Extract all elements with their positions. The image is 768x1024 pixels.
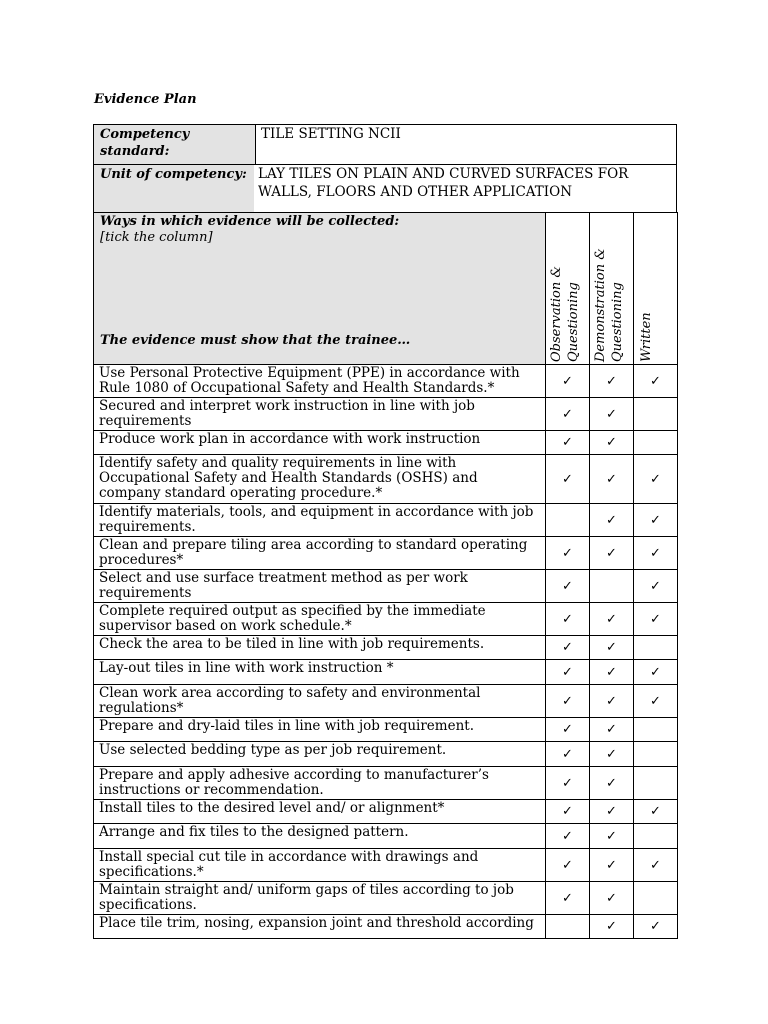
- criterion-text: Maintain straight and/ uniform gaps of tiles according to job specifications.: [94, 882, 546, 915]
- criterion-row: [94, 455, 678, 504]
- evidence-header-title: Ways in which evidence will be collected:: [100, 214, 400, 229]
- checkmark-cell-demonstration: [590, 660, 634, 685]
- checkmark-cell-written: [634, 824, 678, 849]
- checkmark-cell-written: [634, 398, 678, 431]
- checkmark-cell-demonstration: [590, 504, 634, 537]
- criterion-text: Select and use surface treatment method as per work requirements: [94, 570, 546, 603]
- unit-of-competency-label: Unit of competency:: [94, 165, 254, 212]
- checkmark-icon: ✓: [606, 722, 617, 737]
- checkmark-icon: ✓: [562, 578, 573, 594]
- checkmark-icon: ✓: [606, 919, 617, 934]
- checkmark-icon: ✓: [562, 406, 573, 422]
- checkmark-icon: ✓: [562, 775, 573, 791]
- checkmark-cell-written: [634, 882, 678, 915]
- checkmark-icon: ✓: [606, 693, 617, 709]
- checkmark-cell-observation: [546, 603, 590, 636]
- checkmark-cell-demonstration: [590, 824, 634, 849]
- competency-standard-label: Competency standard:: [94, 125, 256, 164]
- criterion-row: [94, 537, 678, 570]
- checkmark-cell-demonstration: [590, 685, 634, 718]
- evidence-header-cell: [94, 213, 546, 365]
- checkmark-cell-demonstration: [590, 636, 634, 660]
- criterion-text: Clean work area according to safety and environmental regulations*: [94, 685, 546, 718]
- checkmark-icon: ✓: [650, 919, 661, 934]
- checkmark-cell-observation: [546, 504, 590, 537]
- checkmark-cell-written: [634, 603, 678, 636]
- criterion-text: Place tile trim, nosing, expansion joint and threshold according: [94, 915, 546, 939]
- evidence-plan-table: [93, 212, 678, 939]
- method-label-written: Written: [639, 312, 654, 362]
- checkmark-cell-observation: [546, 537, 590, 570]
- criterion-text: Secured and interpret work instruction in line with job requirements: [94, 398, 546, 431]
- checkmark-cell-observation: [546, 685, 590, 718]
- checkmark-icon: ✓: [562, 890, 573, 906]
- checkmark-cell-written: [634, 537, 678, 570]
- checkmark-cell-observation: [546, 882, 590, 915]
- checkmark-cell-observation: [546, 398, 590, 431]
- checkmark-icon: ✓: [606, 804, 617, 819]
- criterion-row: [94, 636, 678, 660]
- checkmark-icon: ✓: [606, 471, 617, 487]
- checkmark-cell-observation: [546, 365, 590, 398]
- checkmark-cell-observation: [546, 824, 590, 849]
- criterion-row: [94, 800, 678, 824]
- criterion-text: Identify safety and quality requirements in line with Occupational Safety and Health Standards (OSHS) and company standard operating procedure.*: [94, 455, 546, 504]
- checkmark-icon: ✓: [562, 435, 573, 450]
- checkmark-icon: ✓: [606, 406, 617, 422]
- checkmark-cell-demonstration: [590, 603, 634, 636]
- checkmark-cell-observation: [546, 800, 590, 824]
- checkmark-cell-written: [634, 800, 678, 824]
- method-label-observation: Observation & Questioning: [549, 266, 581, 362]
- checkmark-icon: ✓: [606, 435, 617, 450]
- checkmark-icon: ✓: [562, 693, 573, 709]
- criterion-row: [94, 882, 678, 915]
- checkmark-icon: ✓: [562, 664, 573, 680]
- criterion-row: [94, 767, 678, 800]
- checkmark-cell-demonstration: [590, 767, 634, 800]
- checkmark-icon: ✓: [650, 804, 661, 819]
- checkmark-icon: ✓: [606, 775, 617, 791]
- checkmark-cell-written: [634, 455, 678, 504]
- checkmark-cell-written: [634, 915, 678, 939]
- checkmark-cell-demonstration: [590, 718, 634, 742]
- checkmark-icon: ✓: [650, 611, 661, 627]
- criterion-row: [94, 431, 678, 455]
- checkmark-cell-observation: [546, 455, 590, 504]
- checkmark-cell-demonstration: [590, 915, 634, 939]
- criterion-text: Produce work plan in accordance with work instruction: [94, 431, 546, 455]
- checkmark-icon: ✓: [562, 545, 573, 561]
- checkmark-icon: ✓: [562, 857, 573, 873]
- checkmark-cell-observation: [546, 915, 590, 939]
- checkmark-icon: ✓: [606, 545, 617, 561]
- checkmark-icon: ✓: [562, 746, 573, 762]
- criterion-row: [94, 742, 678, 767]
- checkmark-cell-demonstration: [590, 431, 634, 455]
- checkmark-icon: ✓: [562, 471, 573, 487]
- checkmark-cell-written: [634, 365, 678, 398]
- checkmark-cell-written: [634, 767, 678, 800]
- checkmark-cell-observation: [546, 660, 590, 685]
- unit-of-competency-row: [93, 164, 677, 213]
- checkmark-cell-observation: [546, 718, 590, 742]
- checkmark-cell-written: [634, 849, 678, 882]
- criterion-text: Use selected bedding type as per job requirement.: [94, 742, 546, 767]
- criterion-text: Prepare and dry-laid tiles in line with job requirement.: [94, 718, 546, 742]
- criterion-row: [94, 685, 678, 718]
- checkmark-cell-observation: [546, 570, 590, 603]
- checkmark-icon: ✓: [562, 722, 573, 737]
- method-header-written: [634, 213, 678, 365]
- checkmark-cell-written: [634, 431, 678, 455]
- checkmark-cell-written: [634, 636, 678, 660]
- criterion-row: [94, 365, 678, 398]
- checkmark-icon: ✓: [606, 746, 617, 762]
- checkmark-cell-written: [634, 570, 678, 603]
- checkmark-cell-demonstration: [590, 398, 634, 431]
- criterion-text: Identify materials, tools, and equipment in accordance with job requirements.: [94, 504, 546, 537]
- checkmark-cell-observation: [546, 431, 590, 455]
- criterion-row: [94, 603, 678, 636]
- checkmark-cell-written: [634, 742, 678, 767]
- checkmark-icon: ✓: [650, 578, 661, 594]
- checkmark-icon: ✓: [650, 471, 661, 487]
- checkmark-cell-demonstration: [590, 882, 634, 915]
- competency-standard-row: [93, 124, 677, 165]
- criterion-row: [94, 915, 678, 939]
- checkmark-icon: ✓: [650, 512, 661, 528]
- checkmark-icon: ✓: [650, 664, 661, 680]
- checkmark-cell-written: [634, 504, 678, 537]
- checkmark-icon: ✓: [606, 373, 617, 389]
- unit-of-competency-value: LAY TILES ON PLAIN AND CURVED SURFACES FOR WALLS, FLOORS AND OTHER APPLICATION: [258, 166, 629, 200]
- criterion-row: [94, 398, 678, 431]
- criterion-text: Complete required output as specified by the immediate supervisor based on work schedule.*: [94, 603, 546, 636]
- criterion-text: Use Personal Protective Equipment (PPE) in accordance with Rule 1080 of Occupational Safety and Health Standards.*: [94, 365, 546, 398]
- criterion-row: [94, 849, 678, 882]
- evidence-header-instruction: [tick the column]: [100, 230, 213, 245]
- criterion-row: [94, 660, 678, 685]
- checkmark-icon: ✓: [606, 828, 617, 844]
- criteria-body: [94, 365, 678, 939]
- checkmark-cell-written: [634, 685, 678, 718]
- method-header-demonstration: [590, 213, 634, 365]
- criterion-text: Install tiles to the desired level and/ or alignment*: [94, 800, 546, 824]
- checkmark-cell-demonstration: [590, 365, 634, 398]
- checkmark-cell-demonstration: [590, 537, 634, 570]
- checkmark-cell-demonstration: [590, 570, 634, 603]
- checkmark-icon: ✓: [606, 664, 617, 680]
- checkmark-cell-demonstration: [590, 849, 634, 882]
- criterion-row: [94, 570, 678, 603]
- criterion-row: [94, 504, 678, 537]
- checkmark-icon: ✓: [606, 890, 617, 906]
- criterion-row: [94, 824, 678, 849]
- checkmark-icon: ✓: [562, 640, 573, 655]
- criterion-text: Arrange and fix tiles to the designed pattern.: [94, 824, 546, 849]
- checkmark-cell-demonstration: [590, 455, 634, 504]
- checkmark-icon: ✓: [650, 857, 661, 873]
- checkmark-icon: ✓: [606, 512, 617, 528]
- checkmark-icon: ✓: [606, 611, 617, 627]
- checkmark-icon: ✓: [606, 640, 617, 655]
- checkmark-icon: ✓: [562, 804, 573, 819]
- checkmark-cell-observation: [546, 636, 590, 660]
- criterion-text: Prepare and apply adhesive according to manufacturer’s instructions or recommendation.: [94, 767, 546, 800]
- criterion-text: Install special cut tile in accordance with drawings and specifications.*: [94, 849, 546, 882]
- checkmark-icon: ✓: [650, 545, 661, 561]
- checkmark-icon: ✓: [650, 693, 661, 709]
- checkmark-icon: ✓: [562, 611, 573, 627]
- checkmark-cell-observation: [546, 767, 590, 800]
- checkmark-cell-demonstration: [590, 800, 634, 824]
- competency-standard-value: TILE SETTING NCII: [261, 126, 401, 142]
- evidence-header-row: [94, 213, 678, 365]
- checkmark-icon: ✓: [562, 373, 573, 389]
- method-header-observation: [546, 213, 590, 365]
- checkmark-cell-written: [634, 660, 678, 685]
- evidence-header-footer: The evidence must show that the trainee…: [100, 333, 411, 348]
- document-title: Evidence Plan: [94, 92, 197, 107]
- criterion-row: [94, 718, 678, 742]
- checkmark-cell-written: [634, 718, 678, 742]
- checkmark-icon: ✓: [650, 373, 661, 389]
- method-label-demonstration: Demonstration & Questioning: [593, 248, 625, 362]
- checkmark-cell-demonstration: [590, 742, 634, 767]
- criterion-text: Lay-out tiles in line with work instruction *: [94, 660, 546, 685]
- criterion-text: Check the area to be tiled in line with job requirements.: [94, 636, 546, 660]
- criterion-text: Clean and prepare tiling area according to standard operating procedures*: [94, 537, 546, 570]
- checkmark-cell-observation: [546, 742, 590, 767]
- checkmark-icon: ✓: [562, 828, 573, 844]
- checkmark-icon: ✓: [606, 857, 617, 873]
- checkmark-cell-observation: [546, 849, 590, 882]
